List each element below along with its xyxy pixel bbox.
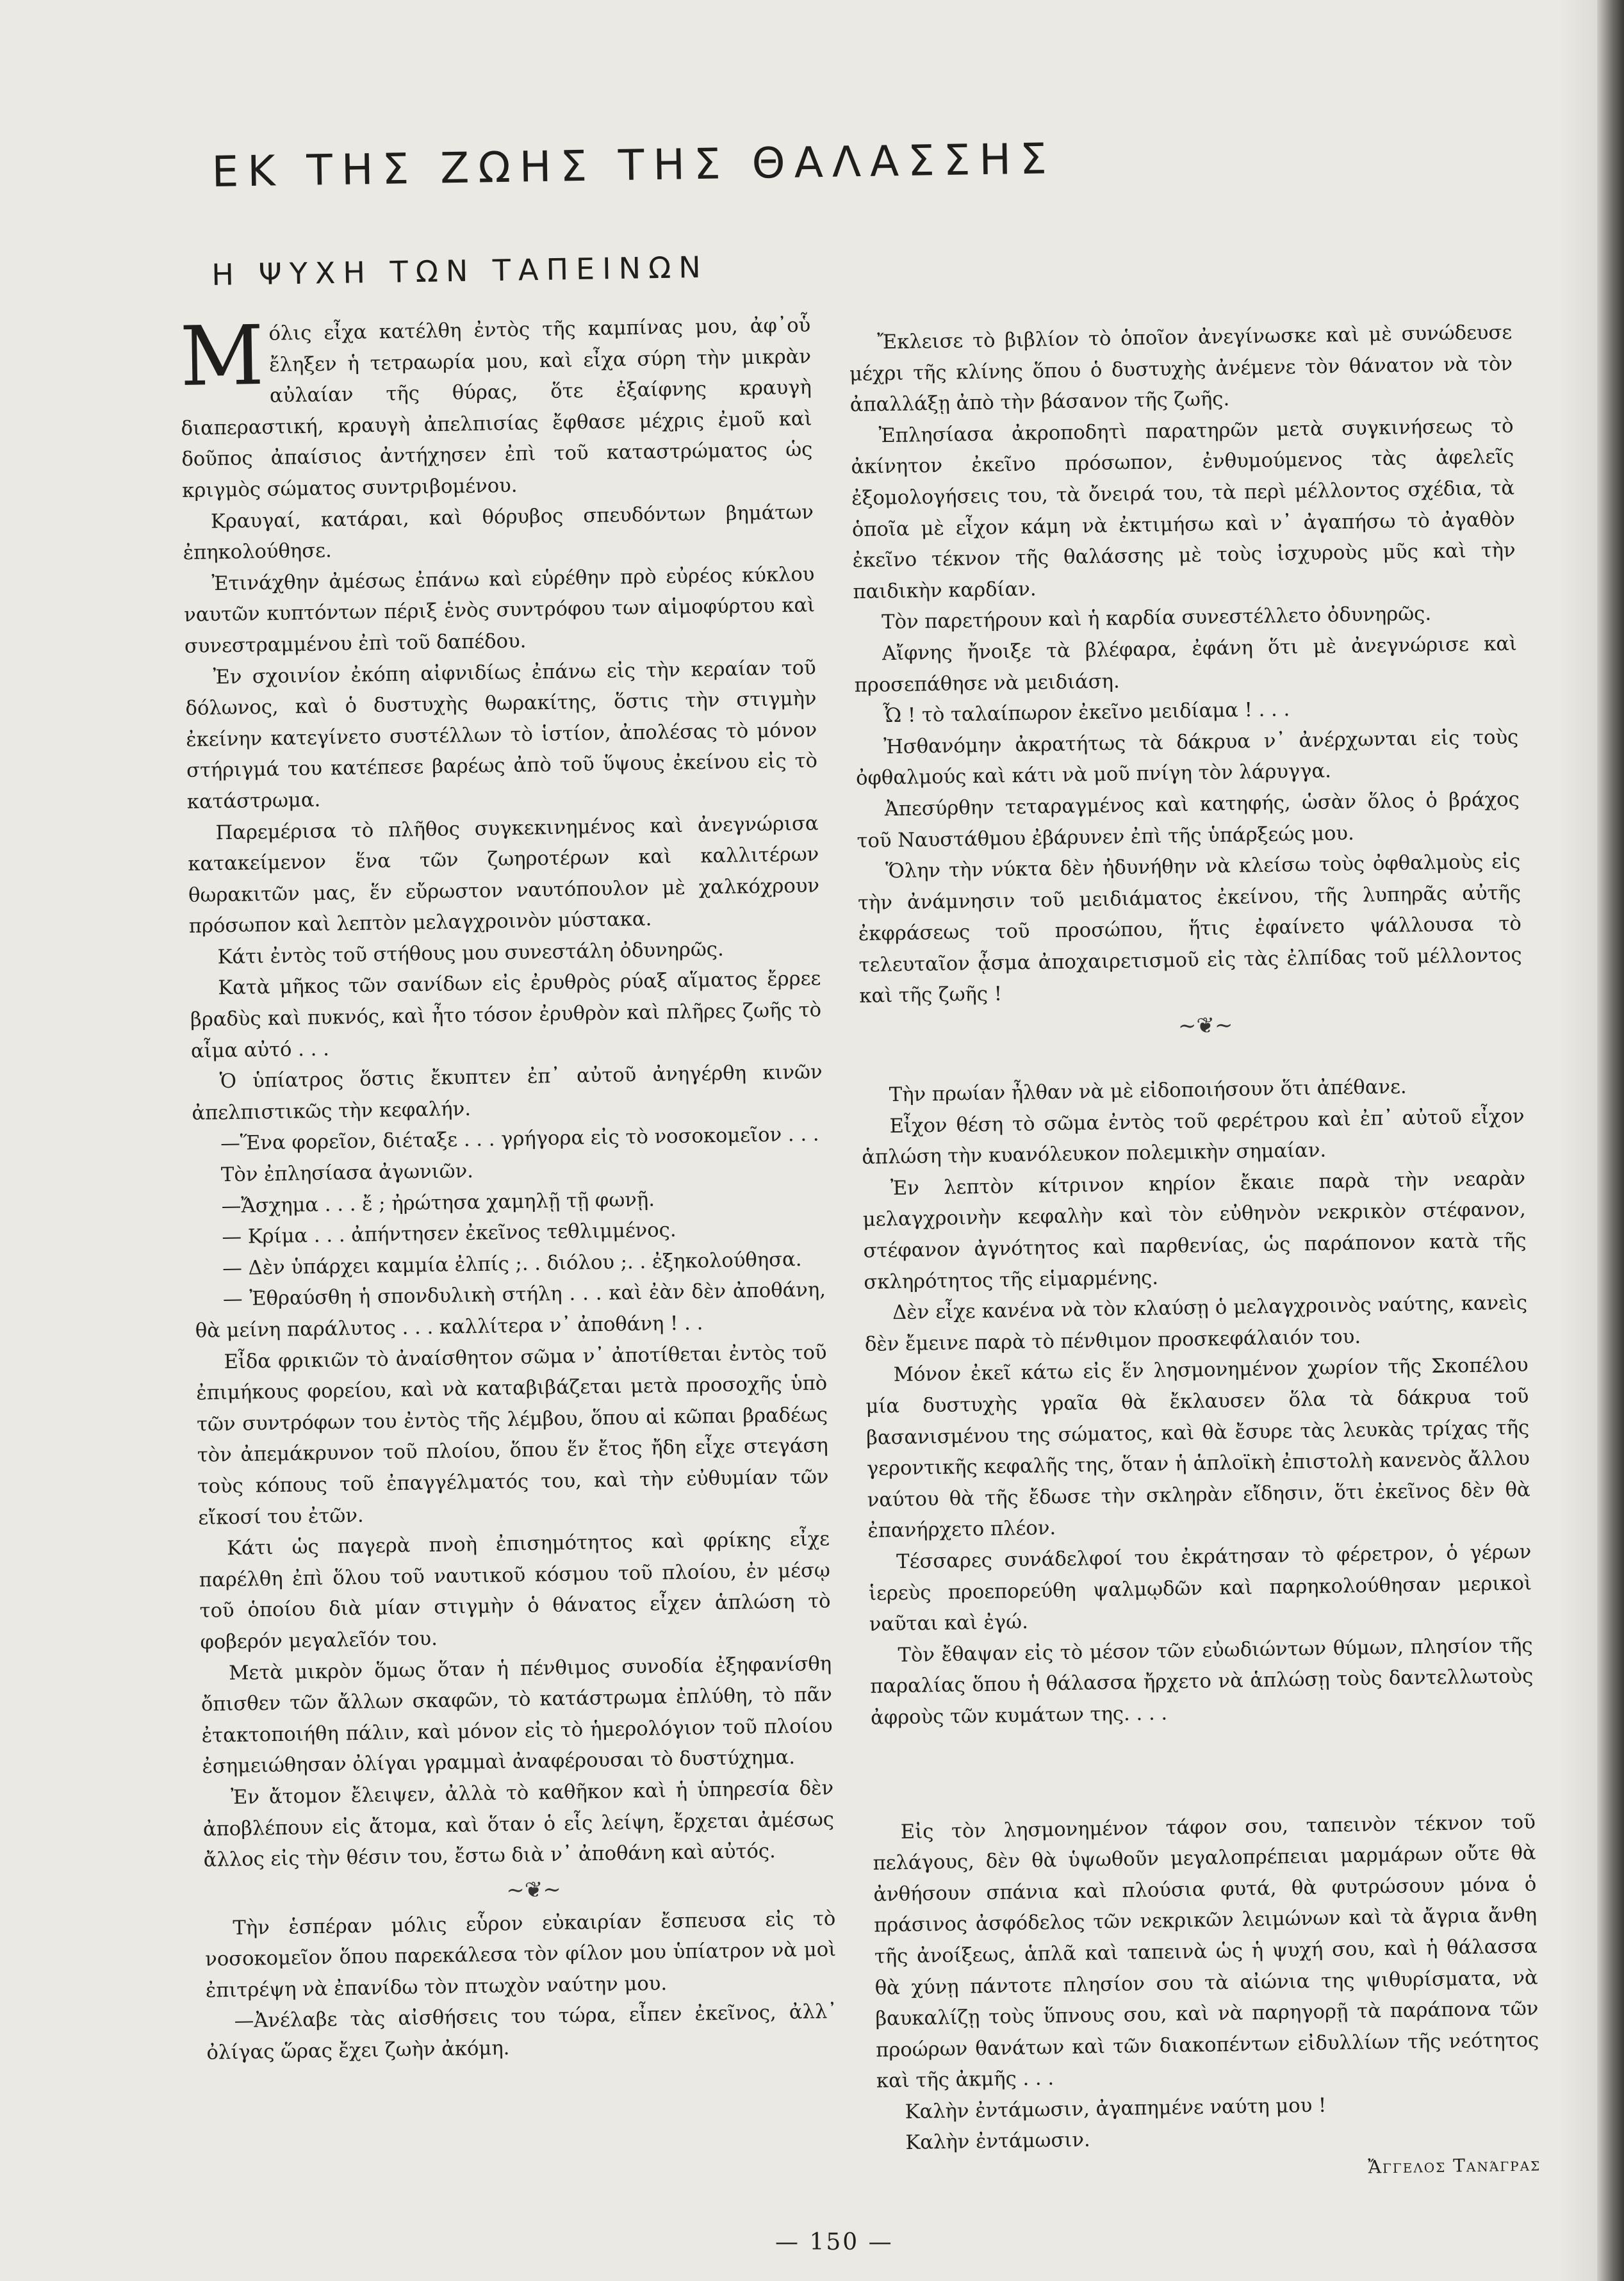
opening-paragraph (179, 307, 813, 507)
paragraph: Τὸν ἔθαψαν εἰς τὸ μέσον τῶν εὐωδιώντων θύμων, πλησίον τῆς παραλίας ὅπου ἡ θάλασσα ἤρχετο νὰ ἁπλώσῃ τοὺς δαντελλωτοὺς ἀφροὺς τῶν κυμάτων της. . . . (870, 1634, 1534, 1729)
paragraph: Ἐν σχοινίον ἐκόπη αἰφνιδίως ἐπάνω εἰς τὴν κεραίαν τοῦ δόλωνος, καὶ ὁ δυστυχὴς θωρακίτης, ὅστις τὴν στιγμὴν ἐκείνην κατεγίνετο συστέλλων τὸ ἱστίον, ἀπολέσας τὸ μόνον στήριγμά του κατέπεσε βαρέως ἀπὸ τοῦ ὕψους ἐκείνου εἰς τὸ κατάστρωμα. (185, 656, 818, 813)
dialogue-line: —Ἄσχημα . . . ἔ ; ἠρώτησα χαμηλῇ τῇ φωνῇ. (221, 1188, 655, 1218)
right-column (849, 318, 1541, 2191)
section-ornament: ~❦~ (1177, 1012, 1233, 1040)
closing-line: Καλὴν ἐντάμωσιν, ἀγαπημένε ναύτη μου ! (905, 2094, 1327, 2123)
article-subtitle: Η ΨΥΧΗ ΤΩΝ ΤΑΠΕΙΝΩΝ (211, 249, 709, 292)
dialogue-line: —Ἀνέλαβε τὰς αἰσθήσεις του τώρα, εἶπεν ἐκεῖνος, ἀλλ᾿ ὀλίγας ὥρας ἔχει ζωὴν ἀκόμη. (206, 2000, 837, 2064)
paragraph: Μετὰ μικρὸν ὅμως ὅταν ἡ πένθιμος συνοδία ἐξηφανίσθη ὄπισθεν τῶν ἄλλων σκαφῶν, τὸ κατάστρωμα ἐπλύθη, τὸ πᾶν ἐτακτοποιήθη πάλιν, καὶ μόνον εἰς τὸ ἡμερολόγιον τοῦ πλοίου ἐσημειώθησαν ὀλίγαι γραμμαὶ ἀναφέρουσαι τὸ δυστύχημα. (201, 1652, 833, 1779)
page-binding-edge (1597, 0, 1624, 2281)
page-shadow (1559, 0, 1597, 2281)
paragraph: Ἠσθανόμην ἀκρατήτως τὰ δάκρυα ν᾿ ἀνέρχωνται εἰς τοὺς ὀφθαλμούς καὶ κάτι νὰ μοῦ πνίγη τὸν λάρυγγα. (855, 726, 1519, 790)
closing-line: Καλὴν ἐντάμωσιν. (905, 2129, 1090, 2155)
paragraph: Κάτι ὡς παγερὰ πνοὴ ἐπισημότητος καὶ φρίκης εἶχε παρέλθη ἐπὶ ὅλου τοῦ ναυτικοῦ κόσμου τοῦ πλοίου, ἐν μέσῳ τοῦ ὁποίου διὰ μίαν στιγμὴν ὁ θάνατος εἶχεν ἁπλώση τὸ φοβερόν μεγαλεῖόν του. (199, 1528, 831, 1654)
paragraph: Ἔκλεισε τὸ βιβλίον τὸ ὁποῖον ἀνεγίνωσκε καὶ μὲ συνώδευσε μέχρι τῆς κλίνης ὅπου ὁ δυστυχὴς ἀνέμενε τὸν θάνατον νὰ τὸν ἀπαλλάξῃ ἀπὸ τὴν βάσανον τῆς ζωῆς. (849, 321, 1513, 417)
paragraph: Ἐτινάχθην ἀμέσως ἐπάνω καὶ εὑρέθην πρὸ εὐρέος κύκλου ναυτῶν κυπτόντων πέριξ ἑνὸς συντρόφου των αἱμοφύρτου καὶ συνεστραμμένου ἐπὶ τοῦ δαπέδου. (183, 563, 816, 658)
opening-paragraph-text: όλις εἶχα κατέλθη ἐντὸς τῆς καμπίνας μου, ἀφ᾿οὗ ἔληξεν ἡ τετραωρία μου, καὶ εἶχα σύρη τὴν μικρὰν αὐλαίαν τῆς θύρας, ὅτε ἐξαίφνης κραυγὴ διαπεραστική, κραυγὴ ἀπελπισίας ἔφθασε μέχρις ἐμοῦ καὶ δοῦπος ἀπαίσιος ἀντήχησεν ἐπὶ τοῦ καταστρώματος ὡς κριγμὸς σώματος συντριβομένου. (181, 314, 813, 502)
paragraph: Τὸν ἐπλησίασα ἀγωνιῶν. (220, 1159, 474, 1187)
paragraph: Ἐπλησίασα ἀκροποδητὶ παρατηρῶν μετὰ συγκινήσεως τὸ ἀκίνητον ἐκεῖνο πρόσωπον, ἐνθυμούμενος τὰς ἀφελεῖς ἐξομολογήσεις του, τὰ ὄνειρά του, τὰ περὶ μέλλοντος σχέδια, τὰ ὁποῖα μὲ εἶχον κάμη νὰ ἐκτιμήσω καὶ ν᾿ ἀγαπήσω τὸ ἀγαθὸν ἐκεῖνο τέκνον τῆς θαλάσσης μὲ τοὺς ἰσχυροὺς μῦς καὶ τὴν παιδικὴν καρδίαν. (851, 414, 1516, 603)
drop-cap: Μ (179, 307, 265, 405)
paragraph: Εἶχον θέση τὸ σῶμα ἐντὸς τοῦ φερέτρου καὶ ἐπ᾿ αὐτοῦ εἶχον ἁπλώση τὴν κυανόλευκον πολεμικὴν σημαίαν. (862, 1105, 1525, 1170)
closing-paragraph: Εἰς τὸν λησμονημένον τάφον σου, ταπεινὸν τέκνον τοῦ πελάγους, δὲν θὰ ὑψωθοῦν μεγαλοπρέπειαι μαρμάρων οὔτε θὰ ἀνθήσουν σπάνια καὶ πλούσια φυτά, θὰ φυτρώσουν μόνα ὁ πράσινος ἀσφόδελος τῶν νεκρικῶν λειμώνων καὶ τὰ ἄγρια ἄνθη τῆς ἀνοίξεως, ἁπλᾶ καὶ ταπεινὰ ὡς ἡ ψυχή σου, καὶ ἡ θάλασσα θὰ χύνῃ πάντοτε πλησίον σου τὰ αἰώνια της ψιθυρίσματα, νὰ βαυκαλίζῃ τοὺς ὕπνους σου, καὶ νὰ παρηγορῇ τὰ παράπονα τῶν προώρων θανάτων καὶ τῶν διακοπέντων εἰδυλλίων τῆς νεότητος καὶ τῆς ἀκμῆς . . . (873, 1810, 1539, 2093)
dialogue-line: — Δὲν ὑπάρχει καμμία ἐλπίς ;. . διόλου ;. . ἐξηκολούθησα. (222, 1248, 802, 1280)
paragraph: Δὲν εἶχε κανένα νὰ τὸν κλαύσῃ ὁ μελαγχροινὸς ναύτης, κανεὶς δὲν ἔμεινε παρὰ τὸ πένθιμον προσκεφάλαιόν του. (864, 1291, 1528, 1356)
paragraph: Ἐν ἄτομον ἔλειψεν, ἀλλὰ τὸ καθῆκον καὶ ἡ ὑπηρεσία δὲν ἀποβλέπουν εἰς ἄτομα, καὶ ὅταν ὁ εἷς λείψη, ἔρχεται ἀμέσως ἄλλος εἰς τὴν θέσιν του, ἔστω διὰ ν᾿ ἀποθάνη καὶ αὐτός. (202, 1777, 835, 1872)
section-ornament: ~❦~ (506, 1876, 562, 1903)
dialogue-line: — Κρίμα . . . ἀπήντησεν ἐκεῖνος τεθλιμμένος. (222, 1219, 677, 1249)
paragraph: Τὴν ἑσπέραν μόλις εὗρον εὐκαιρίαν ἔσπευσα εἰς τὸ νοσοκομεῖον ὅπου παρεκάλεσα τὸν φίλον μου ὑπίατρον νὰ μοὶ ἐπιτρέψη νὰ ἐπανίδω τὸν πτωχὸν ναύτην μου. (204, 1907, 837, 2002)
paragraph: Ὦ ! τὸ ταλαίπωρον ἐκεῖνο μειδίαμα ! . . . (883, 698, 1290, 728)
paragraph: Τὴν πρωίαν ἦλθαν νὰ μὲ εἰδοποιήσουν ὅτι ἀπέθανε. (889, 1075, 1407, 1107)
dialogue-line: —Ἕνα φορεῖον, διέταξε . . . γρήγορα εἰς τὸ νοσοκομεῖον . . . (220, 1123, 819, 1156)
paragraph: Μόνον ἐκεῖ κάτω εἰς ἕν λησμονημένον χωρίον τῆς Σκοπέλου μία δυστυχὴς γραῖα θὰ ἔκλαυσεν ὅλα τὰ δάκρυα τοῦ βασανισμένου της σώματος, καὶ θὰ ἔσυρε τὰς λευκὰς τρίχας τῆς γεροντικῆς κεφαλῆς της, ὅταν ἡ ἁπλοϊκὴ ἐπιστολὴ κανενὸς ἄλλου ναύτου θὰ τῆς ἔδωσε τὴν σκληρὰν εἴδησιν, ὅτι ἐκεῖνος δὲν θὰ ἐπανήρχετο πλέον. (865, 1353, 1530, 1543)
paragraph: Ἐν λεπτὸν κίτρινον κηρίον ἔκαιε παρὰ τὴν νεαρὰν μελαγχροινὴν κεφαλὴν καὶ τὸν εὐθηνὸν νεκρικὸν στέφανον, στέφανον ἀγνότητος καὶ παρθενίας, ὡς παράπονον κατὰ τῆς σκληρότητος τῆς εἱμαρμένης. (862, 1167, 1527, 1294)
paragraph: Ὁ ὑπίατρος ὅστις ἔκυπτεν ἐπ᾿ αὐτοῦ ἀνηγέρθη κινῶν ἀπελπιστικῶς τὴν κεφαλήν. (192, 1061, 823, 1125)
paragraph: Ὅλην τὴν νύκτα δὲν ἠδυνήθην νὰ κλείσω τοὺς ὀφθαλμοὺς εἰς τὴν ἀνάμνησιν τοῦ μειδιάματος ἐκείνου, τῆς λυπηρᾶς αὐτῆς ἐκφράσεως τοῦ προσώπου, ἥτις ἐφαίνετο ψάλλουσα τὸ τελευταῖον ᾆσμα ἀποχαιρετισμοῦ εἰς τὰς ἐλπίδας τοῦ μέλλοντος καὶ τῆς ζωῆς ! (857, 850, 1522, 1008)
dialogue-line: — Ἐθραύσθη ἡ σπονδυλικὴ στήλη . . . καὶ ἐὰν δὲν ἀποθάνη, θὰ μείνη παράλυτος . . . καλλίτερα ν᾿ ἀποθάνη ! . . (195, 1279, 826, 1343)
paragraph: Αἴφνης ἤνοιξε τὰ βλέφαρα, ἐφάνη ὅτι μὲ ἀνεγνώρισε καὶ προσεπάθησε νὰ μειδιάση. (854, 632, 1518, 697)
paragraph: Εἶδα φρικιῶν τὸ ἀναίσθητον σῶμα ν᾿ ἀποτίθεται ἐντὸς τοῦ ἐπιμήκους φορείου, καὶ νὰ καταβιβάζεται μετὰ προσοχῆς ὑπὸ τῶν συντρόφων του ἐντὸς τῆς λέμβου, ὅπου αἱ κῶπαι βραδέως τὸν ἀπεμάκρυνον τοῦ πλοίου, ὅπου ἕν ἔτος ἤδη εἶχε στεγάση τοὺς κόπους τοῦ ἐπαγγέλματός του, καὶ τὴν εὐθυμίαν τῶν εἴκοσί του ἐτῶν. (196, 1341, 829, 1530)
page-number: — 150 — (775, 2229, 894, 2255)
author-signature: Ἄγγελος Τανάγρας (1368, 2154, 1541, 2178)
paragraph: Τέσσαρες συνάδελφοί του ἐκράτησαν τὸ φέρετρον, ὁ γέρων ἱερεὺς προεπορεύθη ψαλμῳδῶν καὶ παρηκολούθησαν μερικοὶ ναῦται καὶ ἐγώ. (868, 1541, 1532, 1636)
paragraph: Κατὰ μῆκος τῶν σανίδων εἰς ἐρυθρὸς ρύαξ αἵματος ἔρρεε βραδὺς καὶ πυκνός, καὶ ἦτο τόσον ἐρυθρὸν καὶ πλῆρες ζωῆς τὸ αἷμα αὐτό . . . (190, 967, 822, 1063)
paragraph: Ἀπεσύρθην τεταραγμένος καὶ κατηφής, ὡσὰν ὅλος ὁ βράχος τοῦ Ναυστάθμου ἐβάρυνεν ἐπὶ τῆς ὑπάρξεώς μου. (857, 788, 1520, 853)
paragraph: Κάτι ἐντὸς τοῦ στήθους μου συνεστάλη ὀδυνηρῶς. (217, 938, 724, 969)
paragraph: Παρεμέρισα τὸ πλῆθος συγκεκινημένος καὶ ἀνεγνώρισα κατακείμενον ἕνα τῶν ζωηροτέρων καὶ καλλιτέρων θωρακιτῶν μας, ἕν εὔρωστον ναυτόπουλον μὲ χαλκόχρουν πρόσωπον καὶ λεπτὸν μελαγχροινὸν μύστακα. (188, 812, 820, 938)
article-title: ΕΚ ΤΗΣ ΖΩΗΣ ΤΗΣ ΘΑΛΑΣΣΗΣ (211, 134, 1056, 197)
paragraph: Κραυγαί, κατάραι, καὶ θόρυβος σπευδόντων βημάτων ἐπηκολούθησε. (183, 501, 814, 565)
paragraph: Τὸν παρετήρουν καὶ ἡ καρδία συνεστέλλετο ὀδυνηρῶς. (881, 603, 1432, 634)
left-column (179, 307, 838, 2070)
